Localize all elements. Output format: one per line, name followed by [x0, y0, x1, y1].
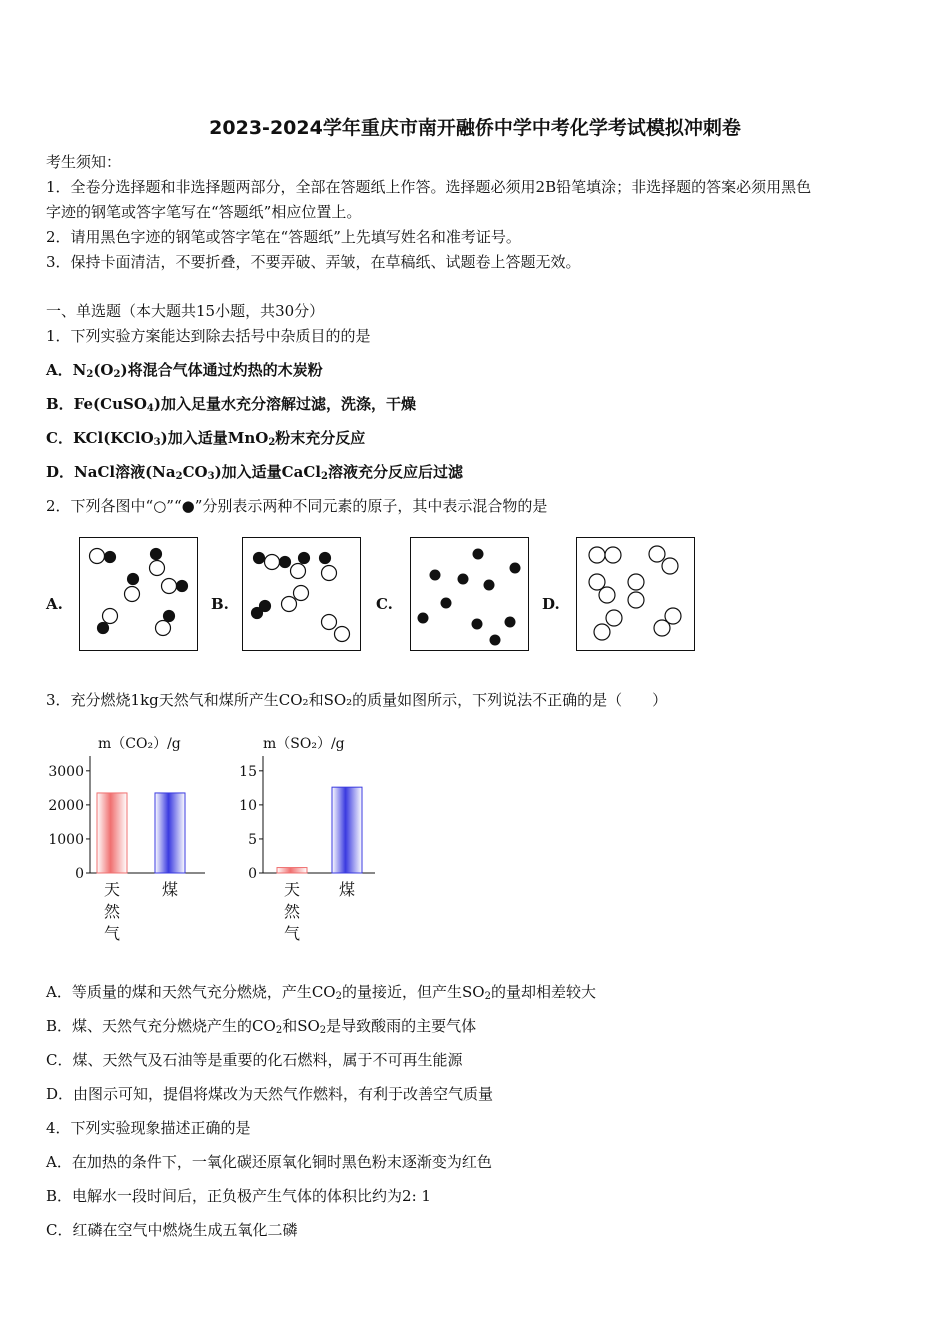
so2-chart-bar-1 [332, 787, 362, 873]
q3-option-a: A．等质量的煤和天然气充分燃烧，产生$CO_2$的量接近，但产生$SO_2$的量却相差较大 [46, 983, 596, 1002]
so2-chart-ytick-label: 10 [239, 797, 257, 814]
q2-stem: 2．下列各图中“○”“●”分别表示两种不同元素的原子，其中表示混合物的是 [46, 497, 548, 515]
q2-label-c: C. [376, 595, 393, 613]
co2-chart-category-label: 煤 [161, 880, 179, 899]
q3-stem: 3．充分燃烧1kg天然气和煤所产生CO₂和SO₂的质量如图所示，下列说法不正确的是（ ） [46, 691, 668, 709]
co2-chart-category-label: 天 [103, 880, 121, 899]
notice-item-3: 3．保持卡面清洁，不要折叠，不要弄破、弄皱，在草稿纸、试题卷上答题无效。 [46, 253, 581, 271]
q4-stem: 4．下列实验现象描述正确的是 [46, 1119, 251, 1137]
co2-chart-ytick-label: 3000 [48, 763, 84, 780]
q4-option-c: C．红磷在空气中燃烧生成五氧化二磷 [46, 1221, 298, 1239]
so2-chart-title: m（SO₂）/g [263, 736, 345, 752]
notice-item-1: 1．全卷分选择题和非选择题两部分，全部在答题纸上作答。选择题必须用2B铅笔填涂；非选择题的答案必须用黑色 [46, 178, 812, 196]
so2-chart-category-label: 天 [283, 880, 301, 899]
co2-chart-category-label: 气 [103, 924, 121, 943]
so2-chart-ytick-label: 0 [248, 866, 257, 882]
q1-stem: 1．下列实验方案能达到除去括号中杂质目的的是 [46, 327, 371, 345]
so2-chart-ytick-label: 15 [239, 763, 257, 780]
q2-diagram-c-atoms [411, 538, 528, 650]
q2-label-b: B. [211, 595, 229, 613]
q2-diagram-a [79, 537, 198, 651]
q2-diagram-d [576, 537, 695, 651]
co2-chart-ytick-label: 1000 [48, 831, 84, 848]
co2-chart [40, 726, 220, 948]
notice-item-2: 2．请用黑色字迹的钢笔或答字笔在“答题纸”上先填写姓名和准考证号。 [46, 228, 521, 246]
co2-chart-ytick-label: 0 [75, 866, 84, 882]
co2-chart-category-label: 然 [103, 902, 121, 921]
notice-heading: 考生须知： [46, 153, 122, 171]
co2-chart-title: m（CO₂）/g [98, 736, 181, 752]
so2-chart [235, 726, 395, 948]
q2-diagram-b-atoms [243, 538, 360, 650]
section-heading: 一、单选题（本大题共15小题，共30分） [46, 302, 325, 320]
co2-chart-bar-1 [155, 793, 185, 873]
q2-diagram-c [410, 537, 529, 651]
q3-option-d: D．由图示可知，提倡将煤改为天然气作燃料，有利于改善空气质量 [46, 1085, 494, 1103]
so2-chart-category-label: 煤 [338, 880, 356, 899]
q1-option-d: D．NaCl溶液$(Na_2CO_3)$加入适量CaCl$_2$溶液充分反应后过滤 [46, 463, 463, 482]
so2-chart-bar-0 [277, 868, 307, 873]
q2-diagram-b [242, 537, 361, 651]
q1-option-a: A．$N_2(O_2)$将混合气体通过灼热的木炭粉 [46, 361, 323, 380]
q2-label-a: A. [46, 595, 63, 613]
co2-chart-bar-0 [97, 793, 127, 873]
q4-option-b: B．电解水一段时间后，正负极产生气体的体积比约为2: 1 [46, 1187, 431, 1205]
so2-chart-ytick-label: 5 [248, 831, 257, 848]
q4-option-a: A．在加热的条件下，一氧化碳还原氧化铜时黑色粉末逐渐变为红色 [46, 1153, 492, 1171]
so2-chart-category-label: 然 [283, 902, 301, 921]
q2-diagram-a-atoms [80, 538, 197, 650]
co2-chart-ytick-label: 2000 [48, 797, 84, 814]
so2-chart-category-label: 气 [283, 924, 301, 943]
q1-option-c: C．KCl(KClO$_3$)加入适量MnO$_2$粉末充分反应 [46, 429, 366, 448]
notice-item-1-cont: 字迹的钢笔或答字笔写在“答题纸”相应位置上。 [46, 203, 362, 221]
q3-option-c: C．煤、天然气及石油等是重要的化石燃料，属于不可再生能源 [46, 1051, 463, 1069]
q2-label-d: D. [542, 595, 560, 613]
q1-option-b: B．Fe(CuSO$_4$)加入足量水充分溶解过滤，洗涤，干燥 [46, 395, 416, 414]
page-title: 2023-2024学年重庆市南开融侨中学中考化学考试模拟冲刺卷 [209, 117, 741, 139]
q2-diagram-d-atoms [577, 538, 694, 650]
q3-option-b: B．煤、天然气充分燃烧产生的$CO_2$和$SO_2$是导致酸雨的主要气体 [46, 1017, 477, 1036]
